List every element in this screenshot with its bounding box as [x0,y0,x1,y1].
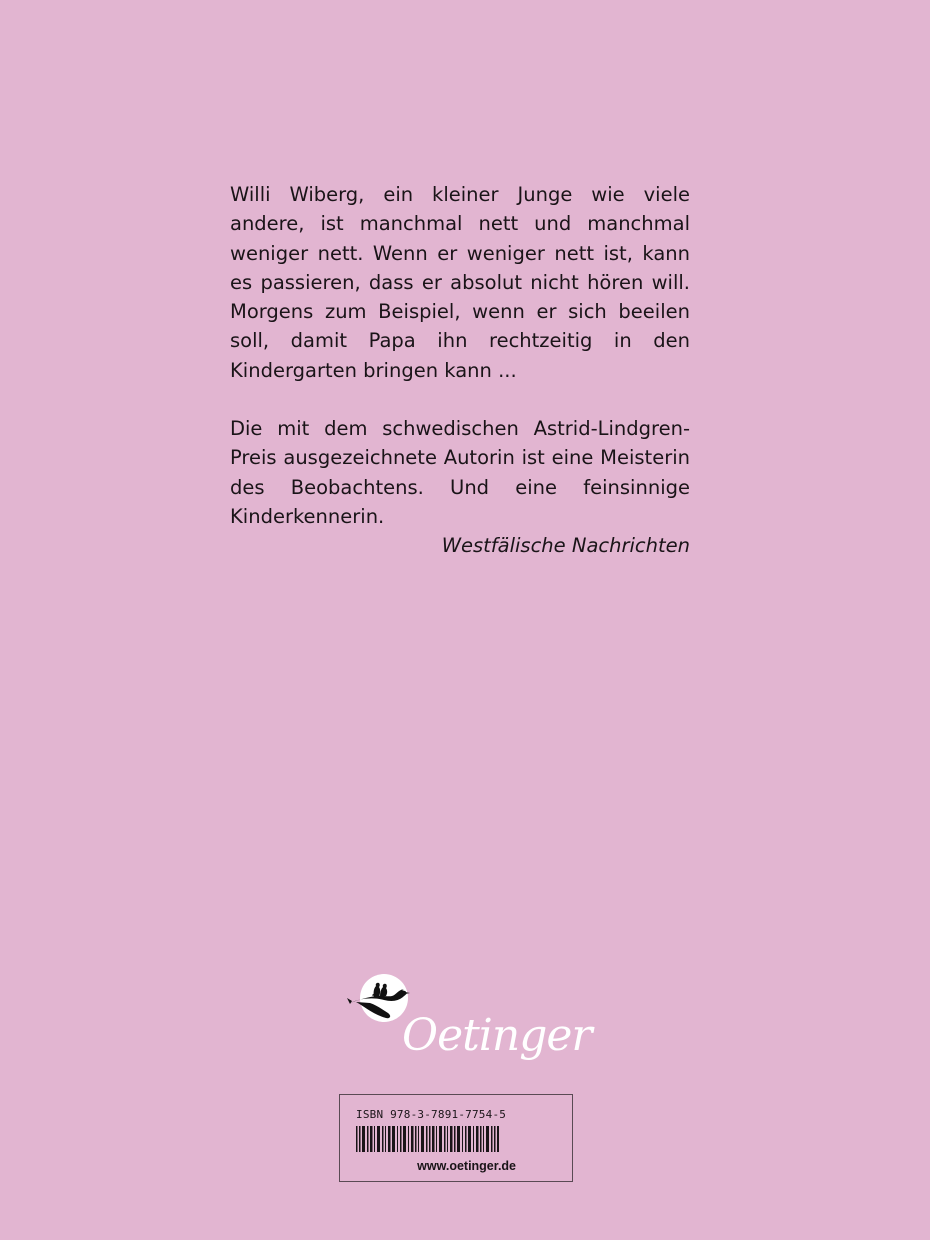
barcode-box [339,1094,573,1182]
publisher-website: www.oetinger.de [417,1159,516,1173]
barcode-icon [356,1126,500,1152]
quote-source: Westfälische Nachrichten [441,534,690,558]
back-cover-blurb [230,180,690,561]
review-quote: Die mit dem schwedischen Astrid-Lindgren-Preis ausgezeichnete Autorin ist eine Meisterin des Beobachtens. Und eine feinsinnige Kinderkennerin. [230,417,690,528]
blurb-paragraph-1: Willi Wiberg, ein kleiner Junge wie viele andere, ist manchmal nett und manchmal weniger nett. Wenn er weniger nett ist, kann es passieren, dass er absolut nicht hören will. Morgens zum Beispiel, wenn er sich beeilen soll, damit Papa ihn rechtzeitig in den Kindergarten bringen kann ... [230,183,690,382]
blurb-paragraph-2 [230,414,690,560]
publisher-wordmark: Oetinger [402,1010,592,1061]
isbn-number: ISBN 978-3-7891-7754-5 [356,1108,507,1121]
